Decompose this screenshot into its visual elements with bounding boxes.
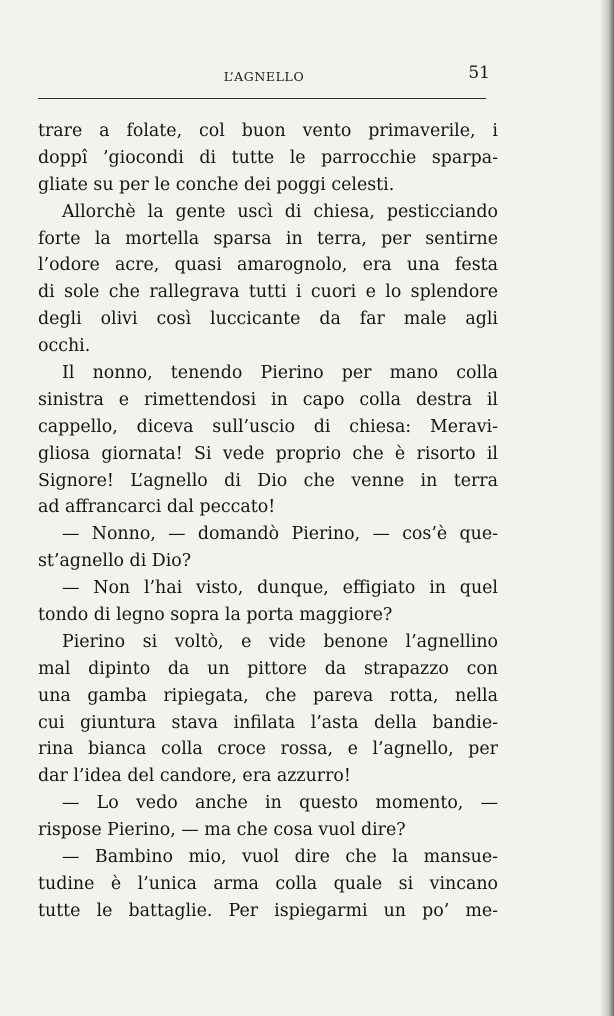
- text-line: trare a folate, col buon vento primaverile, i: [38, 121, 498, 141]
- text-line: di sole che rallegrava tutti i cuori e lo splendore: [38, 282, 498, 303]
- text-line: dar l’idea del candore, era azzurro!: [38, 766, 351, 787]
- text-line: una gamba ripiegata, che pareva rotta, nella: [38, 685, 498, 706]
- body-text: [38, 118, 498, 925]
- text-line: rina bianca colla croce rossa, e l’agnello, per: [38, 739, 498, 760]
- text-line: cui giuntura stava infilata l’asta della bandie-: [38, 712, 498, 733]
- text-line: rispose Pierino, — ma che cosa vuol dire?: [38, 820, 406, 841]
- text-line: — Lo vedo anche in questo momento, —: [62, 793, 498, 814]
- running-title: L’AGNELLO: [223, 69, 305, 84]
- text-line: cappello, diceva sull’uscio di chiesa: Meravi-: [38, 416, 498, 437]
- text-line: forte la mortella sparsa in terra, per sentirne: [38, 228, 498, 249]
- text-line: st’agnello di Dio?: [38, 551, 192, 572]
- page-number: 51: [468, 63, 490, 83]
- text-line: tudine è l’unica arma colla quale si vincano: [38, 873, 498, 894]
- text-line: tutte le battaglie. Per ispiegarmi un po’ me-: [38, 900, 498, 921]
- text-line: — Bambino mio, vuol dire che la mansue-: [62, 847, 498, 868]
- text-line: Signore! L’agnello di Dio che venne in terra: [38, 470, 498, 491]
- text-line: gliosa giornata! Si vede proprio che è risorto il: [38, 443, 498, 464]
- text-line: Il nonno, tenendo Pierino per mano colla: [62, 363, 498, 384]
- text-line: ad affrancarci dal peccato!: [38, 497, 276, 518]
- text-line: degli olivi così luccicante da far male agli: [38, 309, 498, 330]
- text-line: mal dipinto da un pittore da strapazzo con: [38, 658, 498, 679]
- text-line: — Non l’hai visto, dunque, effigiato in quel: [62, 578, 498, 599]
- text-line: Allorchè la gente uscì di chiesa, pesticciando: [62, 201, 498, 222]
- text-line: occhi.: [38, 336, 91, 357]
- running-head: [38, 63, 490, 87]
- text-line: tondo di legno sopra la porta maggiore?: [38, 605, 393, 626]
- text-line: doppî ’giocondi di tutte le parrocchie sparpa-: [38, 147, 498, 168]
- text-line: — Nonno, — domandò Pierino, — cos’è que-: [62, 524, 498, 545]
- text-line: gliate su per le conche dei poggi celesti.: [38, 174, 395, 195]
- text-line: Pierino si voltò, e vide benone l’agnellino: [62, 631, 498, 652]
- page-edge-shadow: [600, 0, 614, 1016]
- text-line: l’odore acre, quasi amarognolo, era una festa: [38, 255, 498, 276]
- text-line: sinistra e rimettendosi in capo colla destra il: [38, 389, 498, 410]
- header-rule: [38, 98, 486, 99]
